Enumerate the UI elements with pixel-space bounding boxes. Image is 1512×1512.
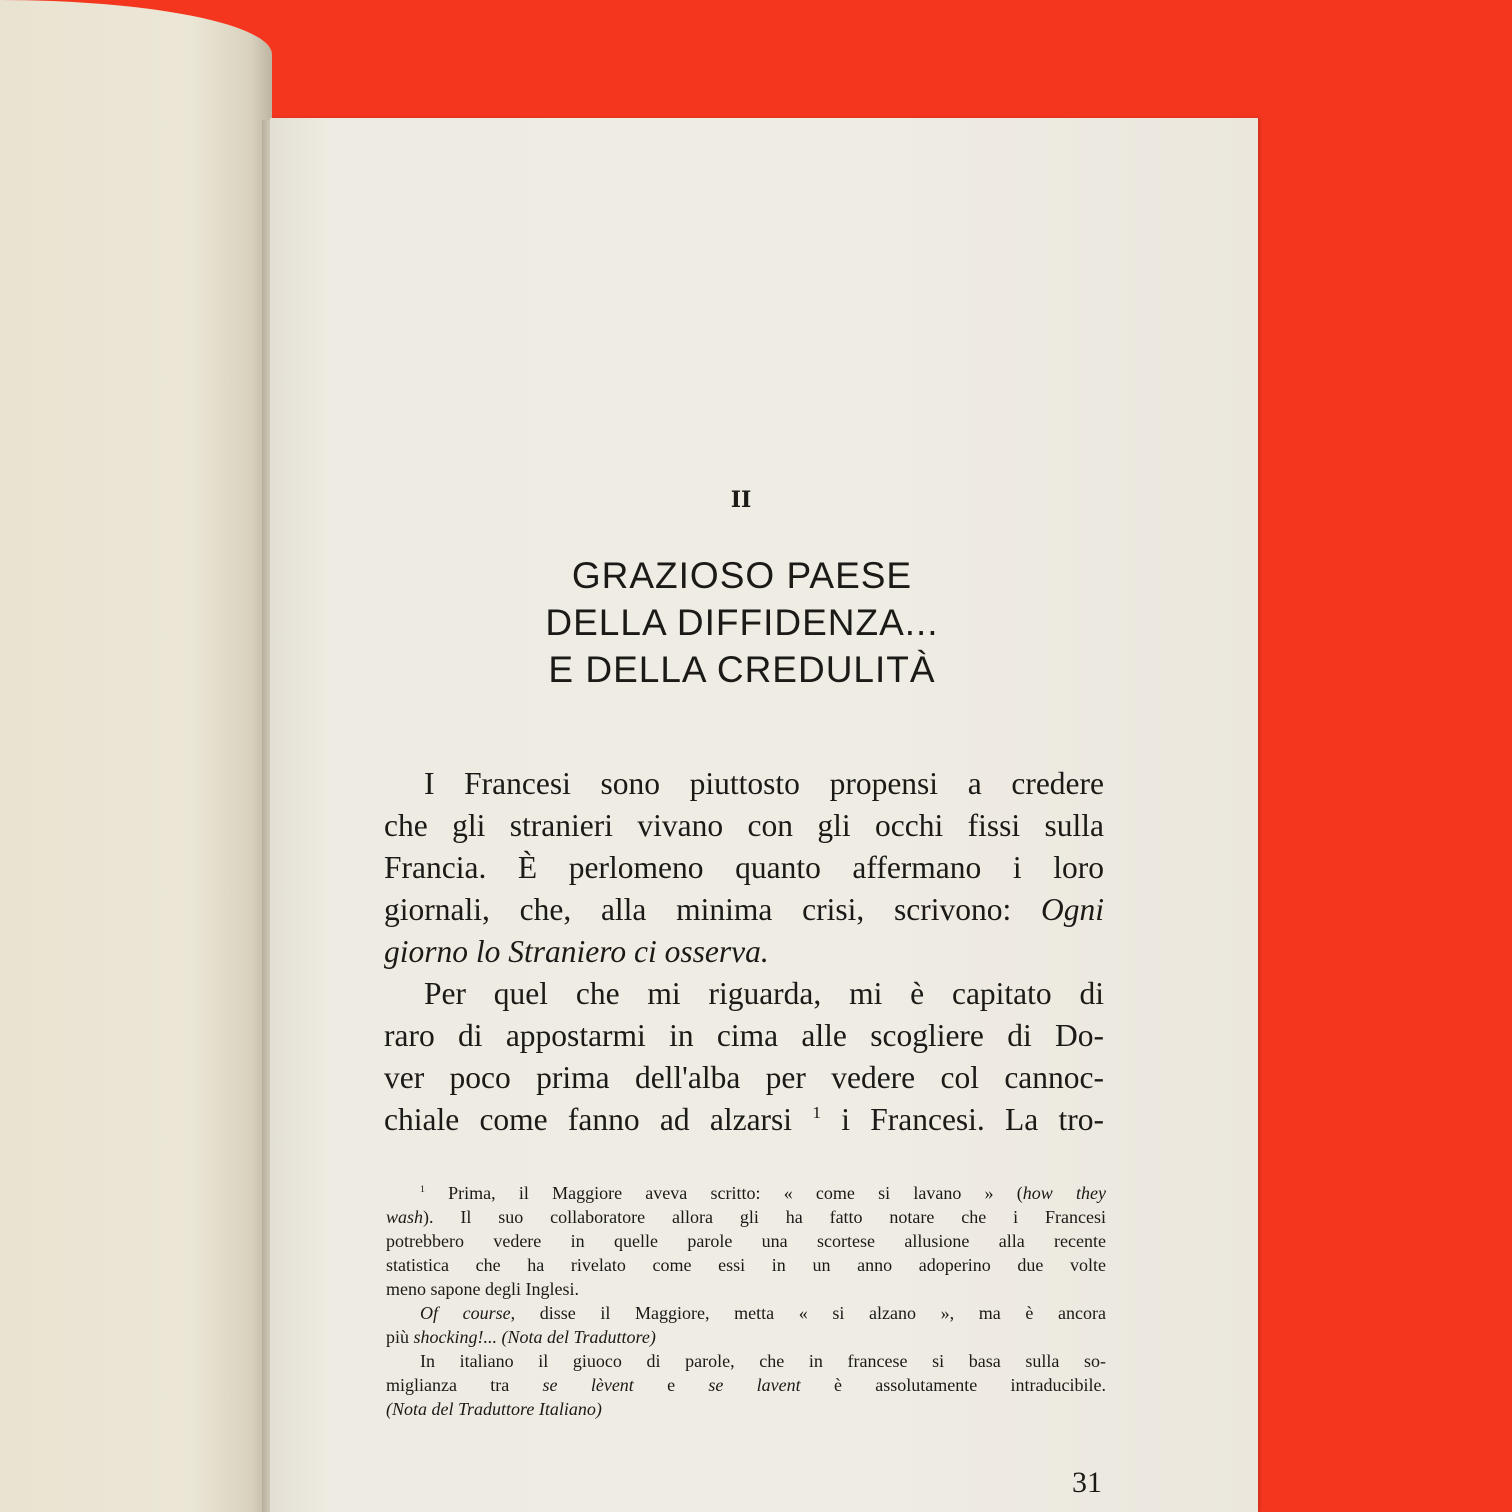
body-line [384,1099,1104,1141]
text-span: meno sapone degli Inglesi. [386,1279,579,1299]
text-span: potrebbero vedere in quelle parole una scortese allusione alla recente [386,1231,1106,1251]
body-line [384,931,1104,973]
italic-span: shocking!... [413,1327,502,1347]
italic-span: giorno lo Straniero ci osserva. [384,934,769,969]
italic-span: se lèvent [542,1375,634,1395]
text-span: e [633,1375,709,1395]
text-span: ver poco prima dell'alba per vedere col cannoc- [384,1060,1104,1095]
text-span: Per quel che mi riguarda, mi è capitato di [424,976,1104,1011]
body-line [384,763,1104,805]
footnote-line [386,1349,1106,1373]
text-span: statistica che ha rivelato come essi in un anno adoperino due volte [386,1255,1106,1275]
text-span: I Francesi sono piuttosto propensi a credere [424,766,1104,801]
chapter-number: II [730,487,752,513]
chapter-title-line: E DELLA CREDULITÀ [548,649,936,690]
body-paragraphs [384,763,1104,1141]
page-number: 31 [1072,1466,1102,1499]
italic-span: how they [1022,1183,1106,1203]
footnote-line [386,1205,1106,1229]
footnote-marker: 1 [420,1184,425,1196]
text-span: chiale come fanno ad alzarsi [384,1102,813,1137]
footnotes [386,1181,1106,1421]
text-span: , disse il Maggiore, metta « si alzano », ma è ancora [510,1303,1106,1323]
footnote-line [386,1397,1106,1421]
text-span: Prima, il Maggiore aveva scritto: « come si lavano » ( [424,1183,1023,1203]
body-line [384,1015,1104,1057]
body-line [384,889,1104,931]
body-line [384,847,1104,889]
italic-span: Of course [420,1303,511,1323]
body-line [384,805,1104,847]
footnote-line [386,1229,1106,1253]
text-span: raro di appostarmi in cima alle scogliere di Do- [384,1018,1104,1053]
text-span: i Francesi. La tro- [820,1102,1105,1137]
italic-span: se lavent [708,1375,801,1395]
text-span: è assolutamente intraducibile. [800,1375,1106,1395]
italic-span: (Nota del Traduttore Italiano) [386,1399,602,1419]
text-span: che gli stranieri vivano con gli occhi fissi sulla [384,808,1104,843]
body-line [384,973,1104,1015]
footnote-marker: 1 [812,1102,821,1122]
text-span: (Nota del Traduttore) [501,1327,656,1347]
footnote-line [386,1277,1106,1301]
chapter-title [380,552,1104,693]
text-span: miglianza tra [386,1375,543,1395]
footnote-line [386,1373,1106,1397]
footnote-line [386,1301,1106,1325]
text-span: ). Il suo collaboratore allora gli ha fatto notare che i Francesi [423,1207,1106,1227]
footnote-line [386,1325,1106,1349]
italic-span: Ogni [1041,892,1104,927]
chapter-title-line: GRAZIOSO PAESE [571,555,913,596]
text-span: In italiano il giuoco di parole, che in francese si basa sulla so- [420,1351,1106,1371]
text-span: giornali, che, alla minima crisi, scrivono: [384,892,1041,927]
text-span: Francia. È perlomeno quanto affermano i loro [384,850,1104,885]
body-line [384,1057,1104,1099]
chapter-title-line: DELLA DIFFIDENZA... [545,602,939,643]
text-span: più [386,1327,414,1347]
left-page [0,0,272,1512]
footnote-line [386,1253,1106,1277]
italic-span: wash [386,1207,424,1227]
footnote-line [386,1181,1106,1205]
